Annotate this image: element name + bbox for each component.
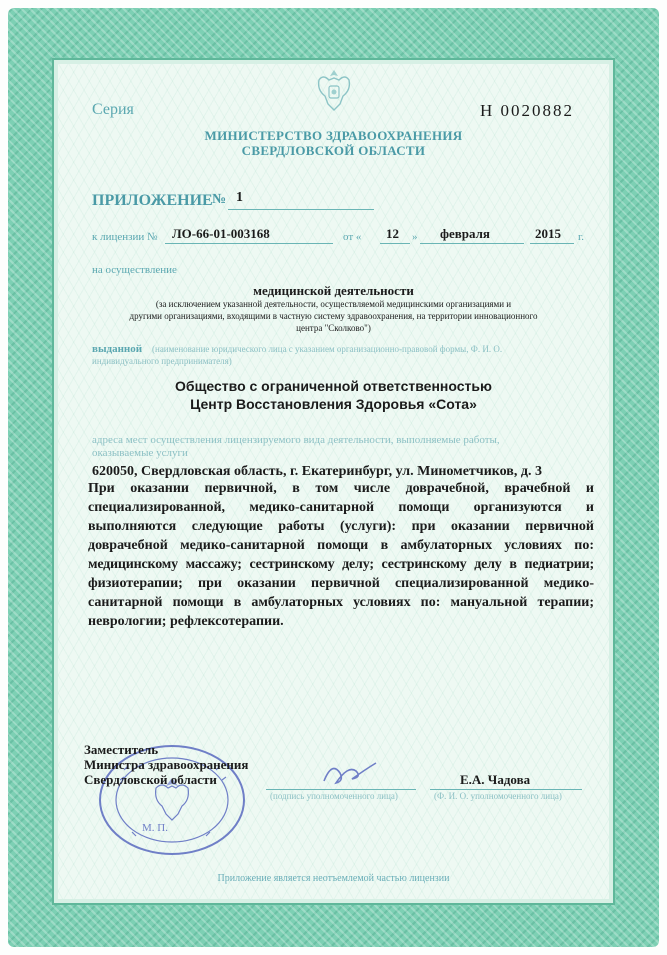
signer-name: Е.А. Чадова: [460, 772, 531, 787]
activity-label: на осуществление: [92, 264, 177, 276]
works-line: физиотерапии; при оказании первичной специализированной медико-: [88, 576, 594, 591]
signer-name-hint: (Ф. И. О. уполномоченного лица): [434, 791, 562, 801]
license-prefix: к лицензии №: [92, 231, 158, 243]
works-line: доврачебной медико-санитарной помощи в амбулаторных условиях по:: [88, 538, 594, 553]
activity-address: 620050, Свердловская область, г. Екатеринбург, ул. Минометчиков, д. 3: [92, 464, 542, 479]
license-from: от «: [343, 231, 362, 243]
signature-hint: (подпись уполномоченного лица): [270, 791, 398, 801]
organization-name-line1: Общество с ограниченной ответственностью: [175, 378, 492, 394]
coat-of-arms-icon: [313, 66, 355, 114]
works-line: санитарной помощи в амбулаторных условиях по: мануальной терапии;: [88, 595, 594, 610]
works-line: специализированной, медико-санитарной помощи организуются и: [88, 500, 594, 515]
license-year-line: [530, 243, 574, 244]
activity-note-line2: другими организациями, входящими в частную систему здравоохранения, на территории инновационного: [129, 311, 538, 321]
stamp-label: М. П.: [142, 822, 168, 834]
appendix-number-sign: №: [212, 192, 227, 207]
address-hint-line1: адреса мест осуществления лицензируемого вида деятельности, выполняемые работы,: [92, 434, 500, 446]
series-label: Серия: [92, 101, 134, 118]
organization-name-line2: Центр Восстановления Здоровья «Сота»: [190, 396, 477, 412]
signer-name-line: [430, 789, 582, 790]
signature-line: [266, 789, 416, 790]
appendix-number-line: [228, 209, 374, 210]
license-year-suffix: г.: [578, 231, 585, 243]
signer-position-line3: Свердловской области: [84, 772, 217, 787]
activity-note-line1: (за исключением указанной деятельности, осуществляемой медицинскими организациями и: [155, 299, 512, 309]
license-day-close: »: [412, 231, 418, 243]
issued-hint-line1: (наименование юридического лица с указанием организационно-правовой формы, Ф. И. О.: [152, 344, 503, 354]
ministry-name-line2: СВЕРДЛОВСКОЙ ОБЛАСТИ: [241, 143, 426, 158]
appendix-label: ПРИЛОЖЕНИЕ: [92, 192, 213, 209]
license-month-line: [420, 243, 524, 244]
license-day: 12: [386, 226, 399, 241]
license-year: 2015: [535, 226, 561, 241]
license-number: ЛО-66-01-003168: [172, 226, 270, 241]
signer-position-line2: Министра здравоохранения: [84, 757, 249, 772]
address-hint-line2: оказываемые услуги: [92, 447, 188, 459]
signer-position-line1: Заместитель: [84, 742, 159, 757]
ministry-name-line1: МИНИСТЕРСТВО ЗДРАВООХРАНЕНИЯ: [204, 128, 463, 143]
works-line: выполняются следующие работы (услуги): при оказании первичной: [88, 519, 594, 534]
license-number-line: [165, 243, 333, 244]
issued-hint-line2: индивидуального предпринимателя): [92, 356, 232, 366]
works-line: медицинскому массажу; сестринскому делу; сестринскому делу в педиатрии;: [88, 557, 594, 572]
license-day-line: [380, 243, 410, 244]
appendix-number: 1: [236, 190, 243, 205]
works-line: При оказании первичной, в том числе доврачебной, врачебной и: [88, 481, 594, 496]
license-month: февраля: [440, 226, 490, 241]
footer-note: Приложение является неотъемлемой частью лицензии: [217, 873, 450, 884]
activity-note-line3: центра "Сколково"): [296, 323, 371, 333]
series-number: Н 0020882: [480, 101, 575, 120]
handwritten-signature-icon: [318, 755, 380, 791]
issued-label: выданной: [92, 343, 143, 355]
works-line: неврологии; рефлексотерапии.: [88, 614, 284, 629]
activity-title: медицинской деятельности: [253, 283, 414, 298]
